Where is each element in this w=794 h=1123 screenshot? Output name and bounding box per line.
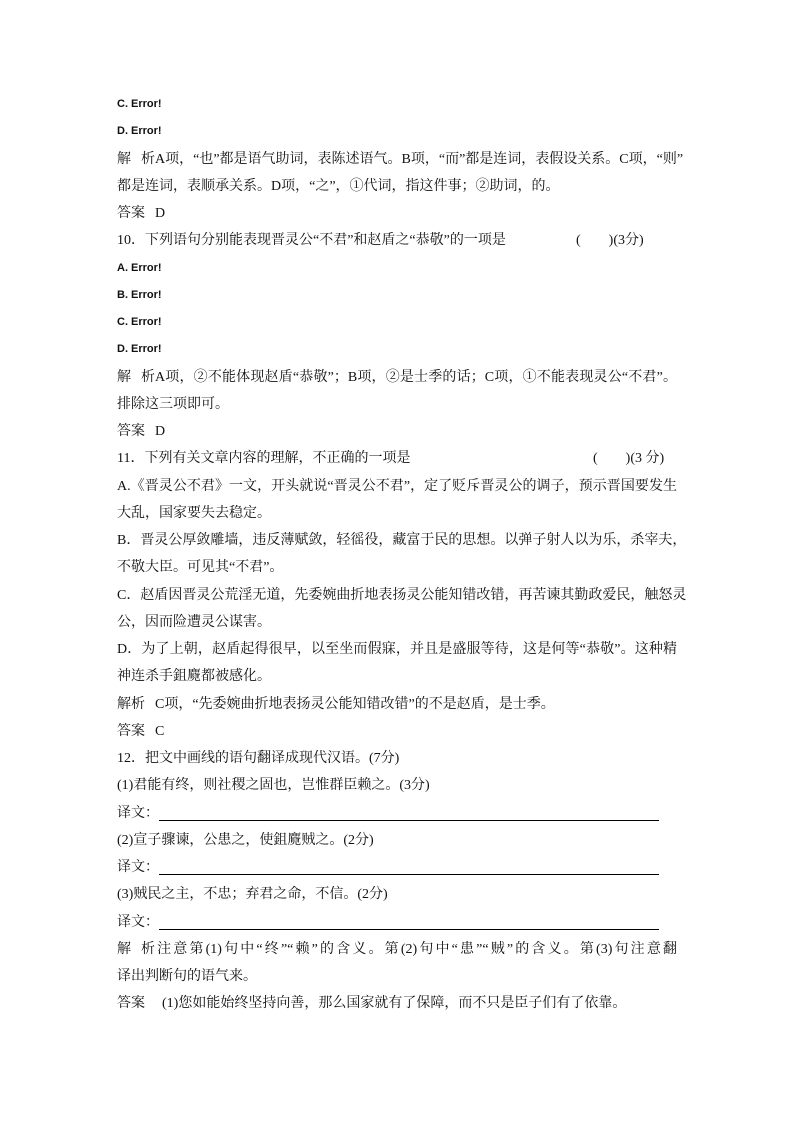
analysis-label: 解析	[117, 151, 155, 167]
option-key: C.	[117, 316, 128, 328]
option-key: A.	[117, 478, 131, 494]
translation-blank-line	[159, 859, 659, 875]
q10-option-a	[117, 255, 677, 282]
option-text: 神连杀手鉏麑都被感化。	[117, 669, 271, 685]
q11-option-b-line-1	[117, 527, 687, 554]
answer-label: 答案	[117, 996, 145, 1012]
translation-label: 译文：	[117, 860, 159, 875]
analysis-text: C项，“先委婉曲折地表扬灵公能知错改错”的不是赵盾，是士季。	[155, 696, 555, 712]
question-number: 11．	[117, 451, 145, 467]
q11-option-b-line-2	[117, 554, 677, 581]
q9-option-d	[117, 118, 677, 145]
q10-answer	[117, 418, 677, 445]
q11-option-d-line-1	[117, 636, 677, 663]
q11-option-c-line-1	[117, 582, 687, 609]
option-text: 不敬大臣。可见其“不君”。	[117, 560, 284, 576]
option-text: Error!	[131, 316, 162, 328]
option-text: 晋灵公厚敛雕墙，违反薄赋敛，轻徭役，藏富于民的思想。以弹子射人以为乐，杀宰夫，	[140, 533, 687, 548]
q12-item-2	[117, 827, 677, 854]
question-points: (3 分)	[630, 451, 665, 467]
question-points: (3分)	[613, 233, 644, 249]
answer-label: 答案	[117, 424, 145, 439]
sentence-text: (1)君能有终，则社稷之固也，岂惟群臣赖之。	[117, 778, 400, 794]
q12-analysis-line-2	[117, 963, 677, 990]
sentence-points: (2分)	[357, 887, 388, 903]
q11-option-d-line-2	[117, 663, 677, 690]
q9-answer	[117, 200, 677, 227]
q12-item-3	[117, 881, 677, 908]
q9-analysis-line-1	[117, 146, 684, 173]
analysis-text: 译出判断句的语气来。	[117, 969, 257, 984]
answer-blank: ( )	[576, 233, 614, 249]
analysis-text: 排除这三项即可。	[117, 396, 229, 412]
option-key: B.	[117, 288, 128, 301]
sentence-points: (2分)	[343, 832, 374, 848]
option-key: D．	[117, 642, 142, 657]
q12-stem	[117, 745, 677, 772]
answer-value: D	[155, 206, 166, 221]
option-key: D.	[117, 343, 128, 356]
answer-value: D	[155, 424, 166, 439]
q10-answer-blank	[576, 227, 644, 254]
q11-option-a-line-2	[117, 500, 677, 527]
analysis-text: A项，“也”都是语气助词，表陈述语气。B项，“而”都是连词，表假设关系。C项，“则”	[155, 151, 684, 167]
answer-label: 答案	[117, 723, 145, 739]
translation-label: 译文：	[117, 805, 159, 821]
answer-blank: ( )	[593, 451, 631, 467]
option-key: D.	[117, 125, 128, 138]
question-number: 12．	[117, 751, 145, 766]
q12-answer	[117, 990, 677, 1017]
q10-analysis-line-1	[117, 364, 677, 391]
q9-analysis-line-2	[117, 173, 677, 200]
q10-option-b	[117, 282, 677, 309]
option-text: 公，因而险遭灵公谋害。	[117, 614, 271, 630]
q11-stem	[117, 445, 677, 472]
q11-analysis-line-1	[117, 691, 677, 718]
option-text: Error!	[131, 261, 162, 274]
sentence-points: (3分)	[399, 778, 430, 794]
q10-option-d	[117, 336, 677, 363]
q10-stem	[117, 227, 677, 254]
sentence-text: (2)宣子骤谏，公患之，使鉏麑贼之。	[117, 832, 344, 848]
q11-answer	[117, 718, 677, 745]
question-number: 10．	[117, 233, 145, 249]
sentence-text: (3)贼民之主，不忠；弃君之命，不信。	[117, 887, 358, 903]
analysis-label: 解析	[117, 941, 155, 957]
translation-blank-line	[159, 914, 659, 930]
analysis-label: 解析	[117, 369, 155, 385]
q9-option-c	[117, 91, 677, 118]
option-text: Error!	[131, 343, 162, 356]
option-text: Error!	[131, 288, 162, 301]
analysis-text: 注意第(1)句中“终”“赖”的含义。第(2)句中“患”“贼”的含义。第(3)句注意翻	[155, 941, 677, 957]
q12-item-3-translation	[117, 909, 677, 936]
question-text: 把文中画线的语句翻译成现代汉语。	[145, 751, 369, 766]
analysis-text: A项，②不能体现赵盾“恭敬”；B项，②是士季的话；C项，①不能表现灵公“不君”。	[155, 369, 677, 385]
option-text: Error!	[131, 98, 162, 110]
q12-item-1-translation	[117, 800, 677, 827]
option-key: C.	[117, 98, 128, 110]
option-text: 为了上朝，赵盾起得很早，以至坐而假寐，并且是盛服等待，这是何等“恭敬”。这种精	[141, 642, 677, 657]
question-text: 下列有关文章内容的理解，不正确的一项是	[144, 451, 411, 467]
page-content	[117, 91, 687, 1018]
analysis-label: 解析	[117, 696, 145, 712]
answer-value: (1)您如能始终坚持向善，那么国家就有了保障，而不只是臣子们有了依靠。	[162, 996, 627, 1012]
option-text: 赵盾因晋灵公荒淫无道，先委婉曲折地表扬灵公能知错改错，再苦谏其勤政爱民，触怒灵	[140, 587, 687, 603]
q12-item-1	[117, 772, 677, 799]
translation-label: 译文：	[117, 914, 159, 930]
q10-option-c	[117, 309, 677, 336]
q12-item-2-translation	[117, 854, 677, 881]
option-text: 大乱，国家要失去稳定。	[117, 505, 271, 521]
option-key: B．	[117, 533, 141, 548]
question-points: (7分)	[369, 751, 400, 766]
question-text: 下列语句分别能表现晋灵公“不君”和赵盾之“恭敬”的一项是	[145, 233, 506, 249]
option-text: Error!	[131, 125, 162, 138]
option-text: 《晋灵公不君》一文，开头就说“晋灵公不君”，定了贬斥晋灵公的调子，预示晋国要发生	[130, 478, 677, 494]
q12-analysis-line-1	[117, 936, 677, 963]
option-key: C．	[117, 587, 141, 603]
answer-label: 答案	[117, 206, 145, 221]
translation-blank-line	[159, 805, 659, 821]
q10-analysis-line-2	[117, 391, 677, 418]
option-key: A.	[117, 261, 128, 274]
analysis-text: 都是连词，表顺承关系。D项，“之”，①代词，指这件事；②助词，的。	[117, 178, 560, 194]
q11-option-c-line-2	[117, 609, 677, 636]
answer-value: C	[155, 723, 165, 739]
q11-answer-blank	[593, 445, 664, 472]
q11-option-a-line-1	[117, 473, 677, 500]
